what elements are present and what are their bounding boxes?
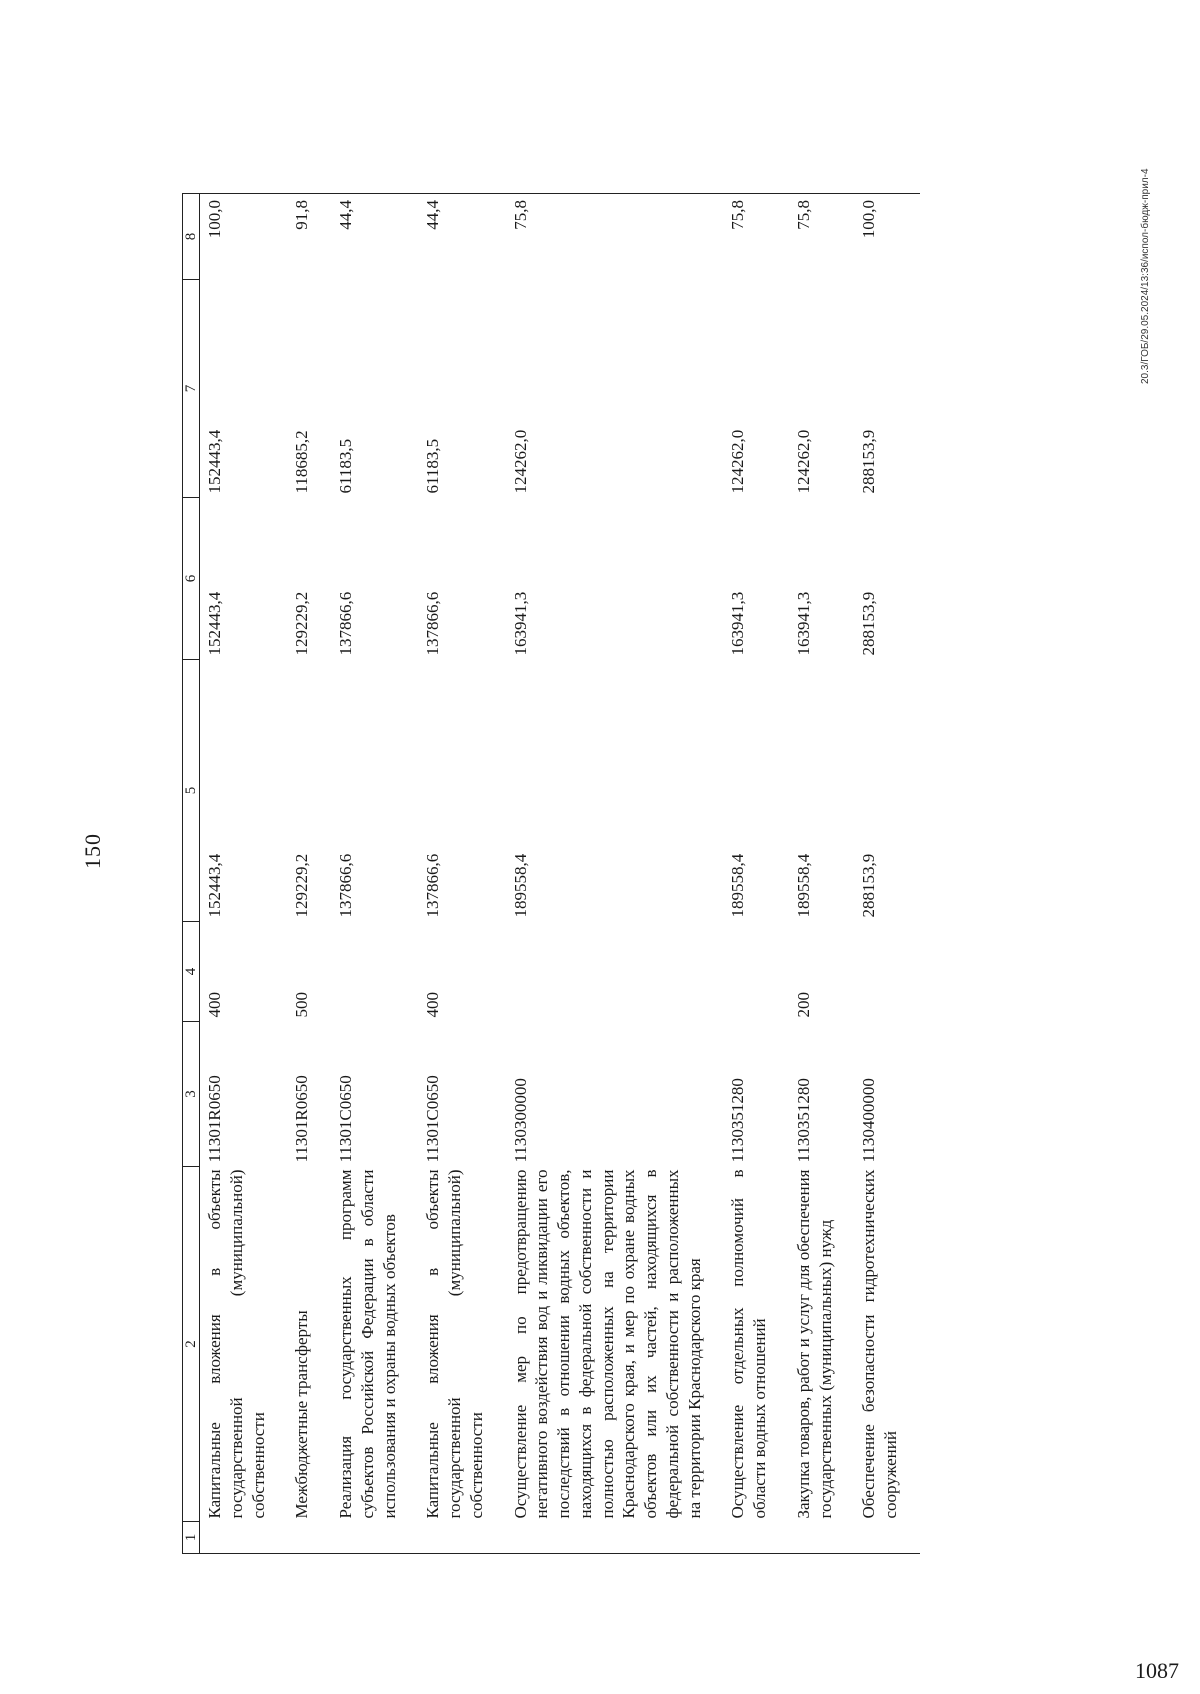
- cell-name: Осуществление мер по предотвращению негативного воздействия вод и ликвидации его последствий в отношении водных объектов, находящихся в федеральной собственности и полностью расположенных на территории Краснодарского края, и мер по охране водных объектов или их частей, находящихся в федеральной собственности и расположенных на территории Краснодарского края: [510, 1169, 704, 1519]
- footer-document-code: 20.3/ГОБ/29.05.2024/13:36/испол-бюдж-прил-4: [1140, 168, 1151, 384]
- cell-code: 11301R0650: [292, 1075, 312, 1163]
- cell-col-6: 288153,9: [859, 591, 879, 656]
- cell-col-1: [723, 1522, 789, 1554]
- cell-code: 1130300000: [510, 1078, 530, 1163]
- table-row: [287, 194, 331, 1554]
- cell-expense-type: 400: [205, 992, 224, 1018]
- cell-expense-type: [331, 922, 418, 1022]
- cell-code: 1130351280: [793, 1078, 813, 1163]
- cell-col-5: 189558,4: [793, 853, 813, 918]
- header-col-6: 6: [183, 498, 200, 660]
- cell-expense-type: [723, 922, 789, 1022]
- table-row: [200, 194, 288, 1554]
- cell-name: Обеспечение безопасности гидротехнических сооружений: [859, 1169, 900, 1519]
- cell-col-8: 100,0: [200, 194, 288, 280]
- header-col-1: 1: [183, 1522, 200, 1554]
- cell-code: 1130400000: [859, 1078, 879, 1163]
- cell-col-1: [789, 1522, 855, 1554]
- cell-col-7: 61183,5: [423, 438, 443, 494]
- cell-col-7: 152443,4: [205, 429, 224, 494]
- cell-name: Осуществление отдельных полномочий в области водных отношений: [728, 1169, 769, 1519]
- header-col-3: 3: [183, 1022, 200, 1167]
- cell-col-7: 124262,0: [510, 429, 530, 494]
- table-body: [200, 194, 920, 1554]
- table-row: [506, 194, 724, 1554]
- cell-expense-type: 200: [793, 992, 813, 1018]
- cell-col-7: 124262,0: [728, 429, 748, 494]
- cell-expense-type: [854, 922, 920, 1022]
- cell-col-6: 152443,4: [205, 591, 224, 656]
- cell-col-8: 75,8: [789, 194, 855, 280]
- cell-col-1: [418, 1522, 505, 1554]
- cell-expense-type: 400: [423, 992, 443, 1018]
- header-col-5: 5: [183, 660, 200, 922]
- cell-col-5: 137866,6: [423, 853, 443, 918]
- cell-name: Закупка товаров, работ и услуг для обеспечения государственных (муниципальных) нужд: [793, 1169, 835, 1519]
- cell-col-7: 61183,5: [336, 438, 355, 494]
- cell-col-1: [200, 1522, 288, 1554]
- cell-name: Реализация государственных программ субъектов Российской Федерации в области использования и охраны водных объектов: [336, 1169, 399, 1519]
- cell-col-5: 189558,4: [728, 853, 748, 918]
- cell-col-6: 137866,6: [423, 591, 443, 656]
- cell-expense-type: 500: [292, 992, 312, 1018]
- cell-col-6: 163941,3: [510, 591, 530, 656]
- cell-expense-type: [506, 922, 724, 1022]
- header-col-4: 4: [183, 922, 200, 1022]
- cell-col-6: 137866,6: [336, 591, 355, 656]
- budget-table: [182, 193, 920, 1554]
- cell-col-1: [506, 1522, 724, 1554]
- cell-col-6: 129229,2: [292, 591, 312, 656]
- cell-code: 1130351280: [728, 1078, 748, 1163]
- cell-col-8: 75,8: [723, 194, 789, 280]
- cell-code: 11301R0650: [205, 1075, 224, 1163]
- cell-code: 11301C0650: [423, 1075, 443, 1163]
- cell-col-7: 118685,2: [292, 430, 312, 494]
- cell-col-6: 163941,3: [793, 591, 813, 656]
- cell-col-1: [854, 1522, 920, 1554]
- cell-col-6: 163941,3: [728, 591, 748, 656]
- table-row: [331, 194, 418, 1554]
- page-number-corner: 1087: [1135, 1658, 1179, 1683]
- header-row: [183, 194, 200, 1554]
- table-row: [854, 194, 920, 1554]
- cell-col-5: 137866,6: [336, 853, 355, 918]
- cell-col-5: 152443,4: [205, 853, 224, 918]
- header-col-2: 2: [183, 1167, 200, 1522]
- cell-col-8: 75,8: [506, 194, 724, 280]
- cell-name: Капитальные вложения в объекты государственной (муниципальной) собственности: [423, 1169, 486, 1519]
- table-row: [789, 194, 855, 1554]
- cell-col-5: 189558,4: [510, 853, 530, 918]
- header-col-8: 8: [183, 194, 200, 280]
- table-row: [418, 194, 505, 1554]
- cell-col-8: 44,4: [331, 194, 418, 280]
- page-number-top: 150: [80, 833, 105, 869]
- cell-col-8: 91,8: [287, 194, 331, 280]
- cell-name: Капитальные вложения в объекты государственной (муниципальной) собственности: [205, 1169, 268, 1519]
- cell-col-1: [331, 1522, 418, 1554]
- header-col-7: 7: [183, 280, 200, 498]
- cell-col-7: 124262,0: [793, 429, 813, 494]
- cell-col-8: 100,0: [854, 194, 920, 280]
- table-row: [723, 194, 789, 1554]
- cell-col-7: 288153,9: [859, 429, 879, 494]
- cell-col-5: 129229,2: [292, 853, 312, 918]
- cell-col-5: 288153,9: [859, 853, 879, 918]
- cell-col-8: 44,4: [418, 194, 505, 280]
- cell-name: Межбюджетные трансферты: [292, 1310, 312, 1519]
- cell-col-1: [287, 1522, 331, 1554]
- cell-code: 11301C0650: [336, 1075, 355, 1163]
